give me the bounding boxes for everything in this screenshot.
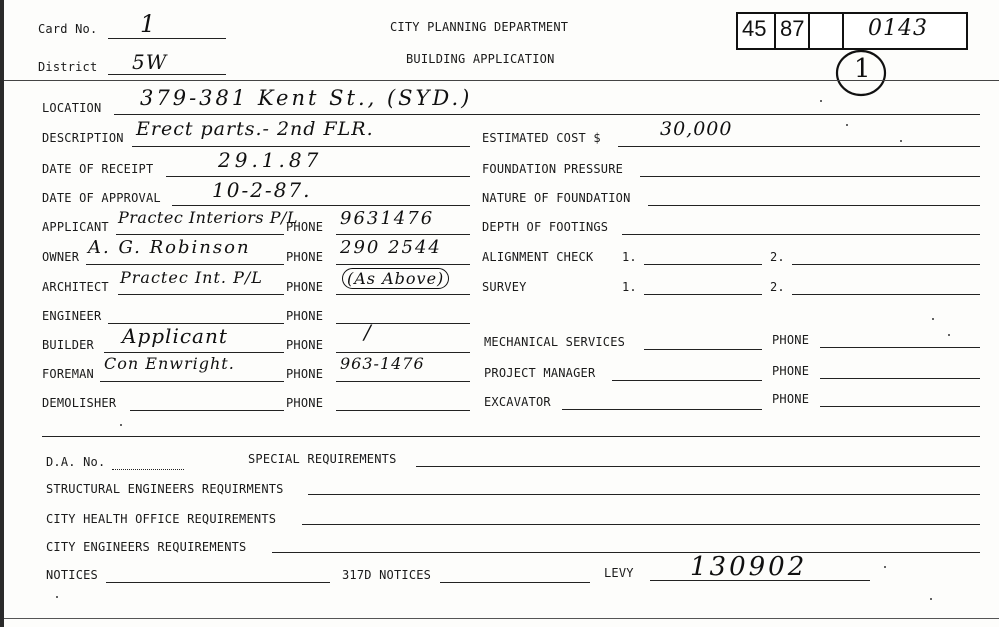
estimated-cost-line (618, 146, 980, 147)
owner-phone-line (336, 264, 470, 265)
description-label: DESCRIPTION (42, 131, 124, 145)
foreman-phone-label: PHONE (286, 367, 324, 381)
scan-speck (56, 596, 58, 598)
nature-of-foundation-line (648, 205, 980, 206)
location-label: LOCATION (42, 101, 102, 115)
notices-317d-line (440, 582, 590, 583)
alignment-line-1 (644, 264, 762, 265)
location-value: 379-381 Kent St., (SYD.) (140, 86, 473, 110)
mechanical-services-label: MECHANICAL SERVICES (484, 335, 626, 349)
special-requirements-line (416, 466, 980, 467)
nature-of-foundation-label: NATURE OF FOUNDATION (482, 191, 631, 205)
excavator-phone-label: PHONE (772, 392, 810, 406)
scan-speck (884, 566, 886, 568)
form-title: BUILDING APPLICATION (406, 52, 555, 66)
owner-line (86, 264, 284, 265)
owner-phone-label: PHONE (286, 250, 324, 264)
notices-317d-label: 317D NOTICES (342, 568, 432, 582)
mechanical-phone-label: PHONE (772, 333, 810, 347)
levy-label: LEVY (604, 566, 634, 580)
architect-phone-label: PHONE (286, 280, 324, 294)
survey-line-2 (792, 294, 980, 295)
health-office-label: CITY HEALTH OFFICE REQUIREMENTS (46, 512, 277, 526)
engineer-phone-line (336, 323, 470, 324)
health-office-line (302, 524, 980, 525)
survey-num-1: 1. (622, 280, 637, 294)
builder-phone-line (336, 352, 470, 353)
foreman-value: Con Enwright. (104, 354, 235, 373)
mechanical-services-line (644, 349, 762, 350)
notices-label: NOTICES (46, 568, 98, 582)
applicant-phone-label: PHONE (286, 220, 324, 234)
estimated-cost-value: 30,000 (660, 118, 733, 140)
district-line (108, 74, 226, 75)
district-value: 5W (132, 50, 168, 74)
card-no-line (108, 38, 226, 39)
ref-box-num-b: 87 (780, 16, 805, 41)
survey-label: SURVEY (482, 280, 527, 294)
notices-line (106, 582, 330, 583)
box-divider-2 (808, 12, 810, 48)
builder-line (104, 352, 284, 353)
special-requirements-label: SPECIAL REQUIREMENTS (248, 452, 397, 466)
structural-requirements-label: STRUCTURAL ENGINEERS REQUIRMENTS (46, 482, 284, 496)
applicant-phone-line (336, 234, 470, 235)
alignment-line-2 (792, 264, 980, 265)
engineer-label: ENGINEER (42, 309, 102, 323)
excavator-line (562, 409, 762, 410)
section-rule (42, 436, 980, 437)
levy-line (650, 580, 870, 581)
card-no-label: Card No. (38, 22, 98, 36)
ref-box-num-c: 0143 (868, 16, 928, 41)
foundation-pressure-line (640, 176, 980, 177)
excavator-label: EXCAVATOR (484, 395, 551, 409)
location-line (114, 114, 980, 115)
district-label: District (38, 60, 98, 74)
engineer-phone-label: PHONE (286, 309, 324, 323)
foreman-line (100, 381, 284, 382)
card-left-edge (0, 0, 4, 627)
foundation-pressure-label: FOUNDATION PRESSURE (482, 162, 624, 176)
ref-box-num-a: 45 (742, 16, 767, 41)
builder-value: Applicant (122, 324, 228, 348)
card-no-value: 1 (140, 10, 157, 38)
da-number-line (112, 469, 184, 470)
alignment-num-1: 1. (622, 250, 637, 264)
foreman-phone-value: 963-1476 (340, 354, 425, 373)
survey-num-2: 2. (770, 280, 785, 294)
description-value: Erect parts.- 2nd FLR. (136, 118, 374, 140)
approval-date-value: 10-2-87. (212, 178, 312, 202)
applicant-line (116, 234, 284, 235)
builder-label: BUILDER (42, 338, 94, 352)
project-manager-phone-label: PHONE (772, 364, 810, 378)
applicant-phone-value: 9631476 (340, 208, 435, 229)
owner-phone-value: 290 2544 (340, 237, 442, 258)
box-divider-3 (842, 12, 844, 48)
project-manager-line (612, 380, 762, 381)
description-line (132, 146, 470, 147)
excavator-phone-line (820, 406, 980, 407)
bottom-rule (4, 618, 999, 619)
architect-label: ARCHITECT (42, 280, 109, 294)
da-number-label: D.A. No. (46, 455, 106, 469)
depth-of-footings-label: DEPTH OF FOOTINGS (482, 220, 609, 234)
foreman-label: FOREMAN (42, 367, 94, 381)
approval-date-line (172, 205, 470, 206)
receipt-date-label: DATE OF RECEIPT (42, 162, 154, 176)
survey-line-1 (644, 294, 762, 295)
city-engineers-label: CITY ENGINEERS REQUIREMENTS (46, 540, 247, 554)
scan-speck (948, 334, 950, 336)
applicant-value: Practec Interiors P/L (118, 208, 299, 227)
city-engineers-line (272, 552, 980, 553)
scan-speck (820, 100, 822, 102)
project-manager-phone-line (820, 378, 980, 379)
department-title: CITY PLANNING DEPARTMENT (390, 20, 569, 34)
owner-label: OWNER (42, 250, 80, 264)
scan-speck (120, 424, 122, 426)
architect-phone-line (336, 294, 470, 295)
receipt-date-value: 29.1.87 (218, 148, 323, 172)
circled-number: 1 (854, 54, 872, 84)
architect-value: Practec Int. P/L (120, 268, 263, 287)
box-divider-1 (774, 12, 776, 48)
alignment-num-2: 2. (770, 250, 785, 264)
demolisher-label: DEMOLISHER (42, 396, 117, 410)
reference-number-box (736, 12, 968, 50)
levy-value: 130902 (690, 552, 808, 582)
scan-speck (932, 318, 934, 320)
foreman-phone-line (336, 381, 470, 382)
scan-speck (846, 124, 848, 126)
project-manager-label: PROJECT MANAGER (484, 366, 596, 380)
approval-date-label: DATE OF APPROVAL (42, 191, 161, 205)
mechanical-phone-line (820, 347, 980, 348)
demolisher-line (130, 410, 284, 411)
architect-phone-value: (As Above) (342, 268, 449, 289)
receipt-date-line (166, 176, 470, 177)
demolisher-phone-line (336, 410, 470, 411)
scan-speck (930, 598, 932, 600)
builder-phone-label: PHONE (286, 338, 324, 352)
scan-speck (900, 140, 902, 142)
demolisher-phone-label: PHONE (286, 396, 324, 410)
applicant-label: APPLICANT (42, 220, 109, 234)
estimated-cost-label: ESTIMATED COST $ (482, 131, 601, 145)
depth-of-footings-line (622, 234, 980, 235)
alignment-check-label: ALIGNMENT CHECK (482, 250, 594, 264)
architect-line (118, 294, 284, 295)
builder-phone-value: / (364, 320, 372, 344)
owner-value: A. G. Robinson (88, 237, 251, 258)
header-rule (4, 80, 999, 81)
structural-requirements-line (308, 494, 980, 495)
